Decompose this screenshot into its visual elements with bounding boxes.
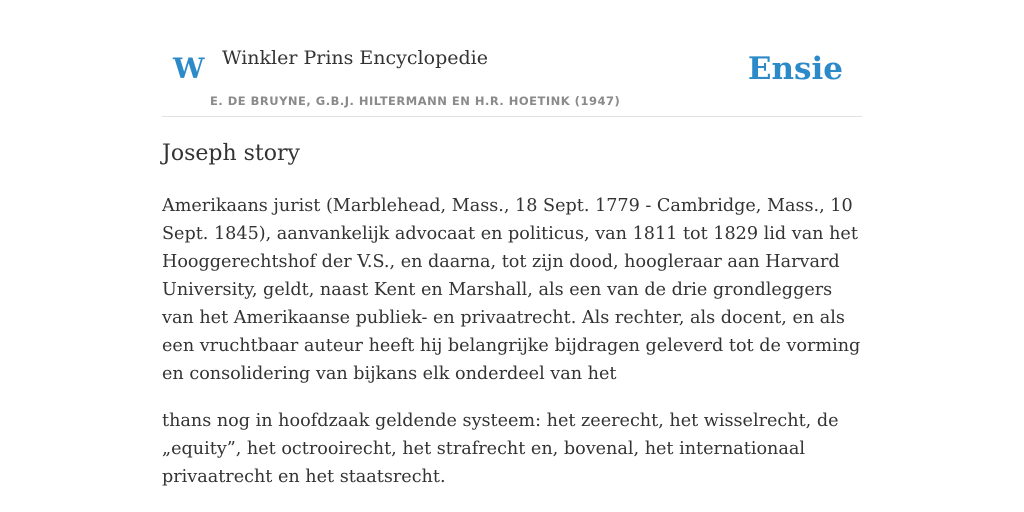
encyclopedia-logo[interactable]: W: [173, 52, 205, 85]
article-paragraph: thans nog in hoofdzaak geldende systeem: het zeerecht, het wisselrecht, de „equity”, het octrooirecht, het strafrecht en, bovenal, het internationaal privaatrecht en het staatsrecht.: [162, 411, 839, 487]
article-paragraph: Amerikaans jurist (Marblehead, Mass., 18 Sept. 1779 - Cambridge, Mass., 10 Sept. 1845), aanvankelijk advocaat en politicus, van 1811 tot 1829 lid van het Hooggerechtshof der V.S., en daarna, tot zijn dood, hoogleraar aan Harvard University, geldt, naast Kent en Marshall, als een van de drie grondleggers van het Amerikaanse publiek- en privaatrecht. Als rechter, als docent, en als een vruchtbaar auteur heeft hij belangrijke bijdragen geleverd tot de vorming en consolidering van bijkans elk onderdeel van het: [162, 196, 861, 384]
encyclopedia-header: [162, 0, 862, 117]
article-title: Joseph story: [162, 141, 300, 166]
encyclopedia-title-link[interactable]: Winkler Prins Encyclopedie: [222, 47, 488, 69]
encyclopedia-authors: E. DE BRUYNE, G.B.J. HILTERMANN EN H.R. HOETINK (1947): [210, 94, 621, 108]
ensie-logo-link[interactable]: Ensie: [747, 51, 843, 87]
